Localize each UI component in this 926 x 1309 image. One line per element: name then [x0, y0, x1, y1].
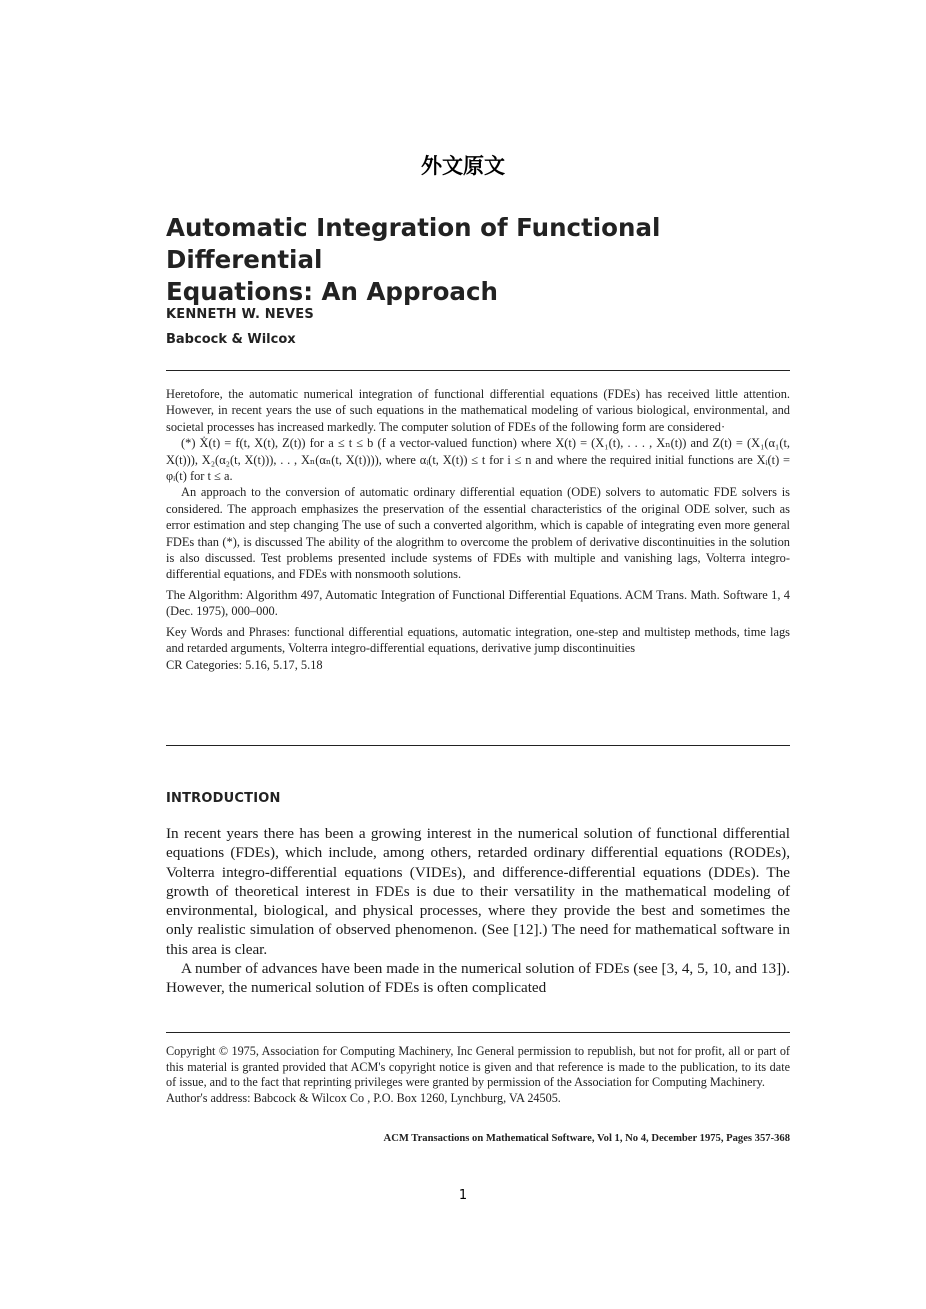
page-number: 1	[458, 1188, 468, 1203]
introduction-heading: INTRODUCTION	[166, 791, 281, 806]
paper-title	[166, 212, 806, 308]
keywords: Key Words and Phrases: functional differential equations, automatic integration, one-step and multistep methods, time lags and retarded arguments, Volterra integro-differential equations, derivative jump discontinuities	[166, 624, 790, 656]
introduction-body	[166, 824, 790, 998]
abstract-equation: (*) Ẋ(t) = f(t, X(t), Z(t)) for a ≤ t ≤ b (f a vector-valued function) where X(t) = (X₁(t), . . . , Xₙ(t)) and Z(t) = (X₁(α₁(t, X(t))), X₂(α₂(t, X(t))), . . , Xₙ(αₙ(t, X(t)))), where αᵢ(t, X(t)) ≤ t for i ≤ n and where the required initial functions are Xᵢ(t) = φᵢ(t) for t ≤ a.	[166, 436, 790, 484]
introduction-paragraph-1: In recent years there has been a growing interest in the numerical solution of functional differential equations (FDEs), which include, among others, retarded ordinary differential equations (RODEs), Volterra integro-differential equations (VIDEs), and difference-differential equations (DDEs). The growth of theoretical interest in FDEs is due to their versatility in the mathematical modeling of environmental, biological, and physical processes, where they provide the best and sometimes the only realistic simulation of observed phenomenon. (See [12].) The need for mathematical software in this area is clear.	[166, 825, 790, 958]
journal-citation: ACM Transactions on Mathematical Software, Vol 1, No 4, December 1975, Pages 357-368	[383, 1133, 790, 1144]
author-name: KENNETH W. NEVES	[166, 307, 314, 322]
abstract-paragraph-1: Heretofore, the automatic numerical integration of functional differential equations (FDEs) has received little attention. However, in recent years the use of such equations in the mathematical modeling of various biological, environmental, and societal processes has increased markedly. The computer solution of FDEs of the following form are considered·	[166, 387, 790, 434]
algorithm-reference: The Algorithm: Algorithm 497, Automatic Integration of Functional Differential Equations. ACM Trans. Math. Software 1, 4 (Dec. 1975), 000–000.	[166, 587, 790, 619]
paper-title-line-2: Equations: An Approach	[166, 277, 498, 306]
author-affiliation: Babcock & Wilcox	[166, 332, 296, 347]
introduction-paragraph-2: A number of advances have been made in the numerical solution of FDEs (see [3, 4, 5, 10, and 13]). However, the numerical solution of FDEs is often complicated	[166, 960, 790, 997]
cr-categories: CR Categories: 5.16, 5.17, 5.18	[166, 657, 323, 672]
copyright-notice	[166, 1044, 790, 1106]
abstract-bottom-divider	[166, 745, 790, 746]
copyright-text: Copyright © 1975, Association for Computing Machinery, Inc General permission to republish, but not for profit, all or part of this material is granted provided that ACM's copyright notice is given and that reference is made to the publication, to its date of issue, and to the fact that reprinting privileges were granted by permission of the Association for Computing Machinery.	[166, 1044, 790, 1090]
paper-title-line-1: Automatic Integration of Functional Differential	[166, 213, 661, 274]
abstract	[166, 386, 790, 673]
footnote-divider	[166, 1032, 790, 1033]
document-title: 外文原文	[421, 154, 505, 178]
abstract-top-divider	[166, 370, 790, 371]
abstract-paragraph-2: An approach to the conversion of automatic ordinary differential equation (ODE) solvers to automatic FDE solvers is considered. The approach emphasizes the preservation of the essential characteristics of the original ODE solver, such as error estimation and step changing The use of such a converted algorithm, which is capable of integrating even more general FDEs than (*), is discussed The ability of the alogrithm to overcome the problem of derivative discontinuities in the solution is also discussed. Test problems presented include systems of FDEs with multiple and vanishing lags, Volterra integro-differential equations, and FDEs with nonsmooth solutions.	[166, 485, 790, 582]
author-address: Author's address: Babcock & Wilcox Co , P.O. Box 1260, Lynchburg, VA 24505.	[166, 1090, 561, 1105]
